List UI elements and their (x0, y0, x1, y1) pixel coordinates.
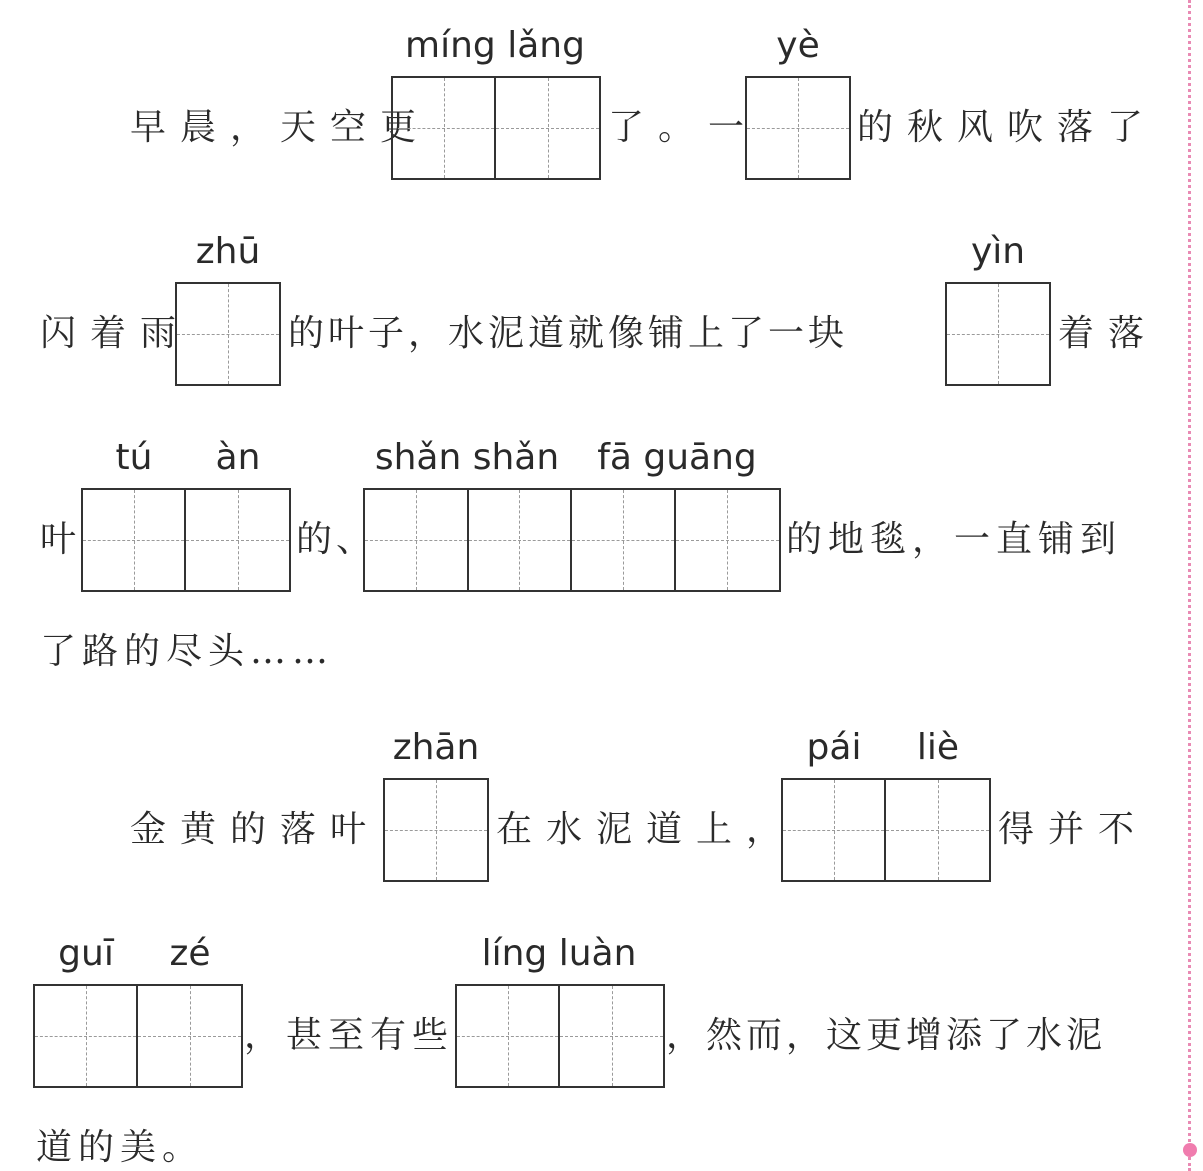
tianzige-cell[interactable] (83, 490, 186, 590)
tianzige-cell[interactable] (783, 780, 886, 880)
tianzige-cell[interactable] (35, 986, 138, 1086)
pinyin-ming-lang: míng lǎng (405, 25, 585, 66)
tianzige-cell[interactable] (747, 78, 849, 178)
pinyin-gui: guī (58, 933, 114, 974)
tianzige-cell[interactable] (365, 490, 469, 590)
tianzige-cell[interactable] (138, 986, 241, 1086)
pinyin-tu: tú (115, 437, 153, 478)
text-segment: 的地毯，一直铺到 (786, 519, 1123, 560)
text-segment: 闪着雨 (40, 313, 191, 354)
text-segment: 在水泥道上， (496, 809, 797, 850)
pinyin-ye: yè (776, 25, 820, 66)
tianzige-cell[interactable] (676, 490, 780, 590)
pinyin-pai: pái (806, 727, 862, 768)
pinyin-yin: yìn (970, 231, 1026, 272)
answer-box-ye[interactable] (745, 76, 851, 180)
answer-box-yin[interactable] (945, 282, 1051, 386)
text-segment: 早晨，天空更 (130, 107, 431, 148)
tianzige-cell[interactable] (947, 284, 1049, 384)
tianzige-cell[interactable] (469, 490, 573, 590)
text-segment: ，然而，这更增添了水泥 (666, 1015, 1107, 1056)
text-segment: 的秋风吹落了 (857, 107, 1158, 148)
answer-box-gui-ze[interactable] (33, 984, 243, 1088)
text-segment: 了。一 (608, 107, 759, 148)
page-edge-dotted-border (1188, 0, 1191, 1171)
answer-box-zhan[interactable] (383, 778, 489, 882)
tianzige-cell[interactable] (177, 284, 279, 384)
pinyin-ling-luan: líng luàn (481, 933, 637, 974)
pinyin-zhu: zhū (195, 231, 261, 272)
tianzige-cell[interactable] (886, 780, 989, 880)
tianzige-cell[interactable] (560, 986, 663, 1086)
answer-box-shan-shan-fa-guang[interactable] (363, 488, 781, 592)
pinyin-fa-guang: fā guāng (597, 437, 757, 478)
text-segment: 的、 (296, 519, 377, 560)
pinyin-an: àn (215, 437, 261, 478)
text-segment: 叶 (40, 519, 91, 560)
answer-box-tu-an[interactable] (81, 488, 291, 592)
text-segment: 了路的尽头…… (40, 631, 335, 672)
text-segment: 道的美。 (36, 1127, 205, 1168)
tianzige-cell[interactable] (572, 490, 676, 590)
text-segment: ，甚至有些 (244, 1015, 455, 1056)
answer-box-zhu[interactable] (175, 282, 281, 386)
text-segment: 着落 (1058, 313, 1159, 354)
pinyin-ze: zé (169, 933, 211, 974)
pinyin-lie: liè (916, 727, 960, 768)
pinyin-zhan: zhān (392, 727, 480, 768)
answer-box-pai-lie[interactable] (781, 778, 991, 882)
tianzige-cell[interactable] (186, 490, 289, 590)
pinyin-shan-shan: shǎn shǎn (374, 437, 560, 478)
tianzige-cell[interactable] (385, 780, 487, 880)
tianzige-cell[interactable] (496, 78, 599, 178)
page-edge-dot (1183, 1143, 1197, 1157)
text-segment: 得并不 (998, 809, 1149, 850)
answer-box-ming-lang[interactable] (391, 76, 601, 180)
text-segment: 金黄的落叶 (130, 809, 381, 850)
text-segment: 的叶子，水泥道就像铺上了一块 (288, 313, 849, 354)
tianzige-cell[interactable] (457, 986, 560, 1086)
tianzige-cell[interactable] (393, 78, 496, 178)
answer-box-ling-luan[interactable] (455, 984, 665, 1088)
